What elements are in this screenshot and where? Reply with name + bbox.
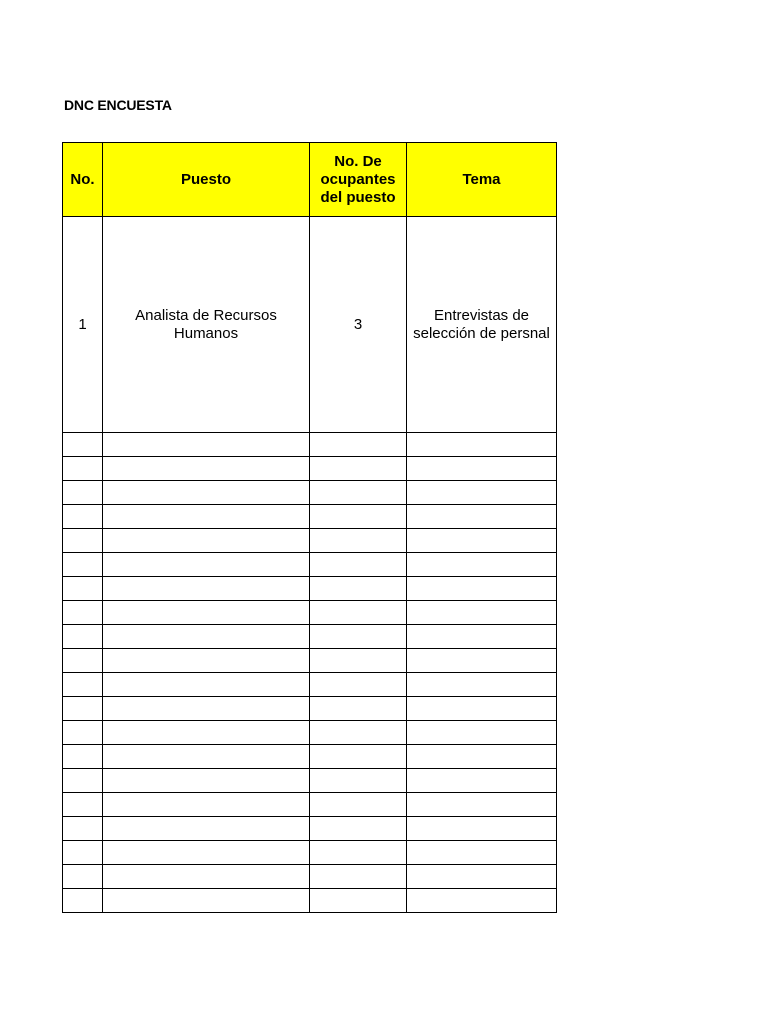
empty-cell[interactable] — [103, 865, 310, 889]
empty-cell[interactable] — [103, 529, 310, 553]
empty-cell[interactable] — [407, 529, 557, 553]
table-header-row — [63, 143, 557, 217]
empty-cell[interactable] — [407, 577, 557, 601]
empty-cell[interactable] — [310, 577, 407, 601]
empty-cell[interactable] — [103, 769, 310, 793]
header-puesto: Puesto — [103, 143, 310, 217]
empty-cell[interactable] — [407, 673, 557, 697]
empty-cell[interactable] — [310, 601, 407, 625]
survey-table — [62, 142, 557, 913]
empty-table-row — [63, 769, 557, 793]
empty-table-row — [63, 841, 557, 865]
empty-table-row — [63, 745, 557, 769]
empty-cell[interactable] — [407, 625, 557, 649]
empty-cell[interactable] — [310, 505, 407, 529]
empty-cell[interactable] — [103, 817, 310, 841]
empty-cell[interactable] — [310, 673, 407, 697]
empty-cell[interactable] — [310, 769, 407, 793]
empty-cell[interactable] — [310, 721, 407, 745]
empty-cell[interactable] — [103, 457, 310, 481]
empty-cell[interactable] — [103, 697, 310, 721]
empty-cell[interactable] — [407, 457, 557, 481]
empty-cell[interactable] — [310, 457, 407, 481]
empty-cell[interactable] — [310, 553, 407, 577]
empty-cell[interactable] — [407, 721, 557, 745]
empty-cell[interactable] — [407, 889, 557, 913]
empty-cell[interactable] — [310, 649, 407, 673]
empty-cell[interactable] — [63, 625, 103, 649]
empty-cell[interactable] — [103, 841, 310, 865]
empty-cell[interactable] — [103, 745, 310, 769]
empty-cell[interactable] — [63, 433, 103, 457]
empty-cell[interactable] — [310, 841, 407, 865]
empty-cell[interactable] — [63, 721, 103, 745]
empty-cell[interactable] — [63, 529, 103, 553]
empty-cell[interactable] — [63, 841, 103, 865]
empty-cell[interactable] — [407, 745, 557, 769]
empty-cell[interactable] — [63, 553, 103, 577]
document-title: DNC ENCUESTA — [64, 97, 172, 113]
empty-cell[interactable] — [63, 649, 103, 673]
empty-table-row — [63, 505, 557, 529]
empty-cell[interactable] — [407, 505, 557, 529]
empty-cell[interactable] — [103, 625, 310, 649]
table-row — [63, 217, 557, 433]
empty-cell[interactable] — [310, 433, 407, 457]
empty-cell[interactable] — [103, 577, 310, 601]
empty-cell[interactable] — [310, 889, 407, 913]
empty-cell[interactable] — [407, 553, 557, 577]
cell-no[interactable]: 1 — [63, 217, 103, 433]
empty-cell[interactable] — [63, 601, 103, 625]
empty-cell[interactable] — [103, 649, 310, 673]
empty-cell[interactable] — [310, 697, 407, 721]
empty-table-row — [63, 697, 557, 721]
empty-cell[interactable] — [310, 793, 407, 817]
empty-cell[interactable] — [63, 889, 103, 913]
header-ocupantes: No. De ocupantes del puesto — [310, 143, 407, 217]
empty-cell[interactable] — [63, 817, 103, 841]
cell-puesto[interactable]: Analista de Recursos Humanos — [103, 217, 310, 433]
empty-cell[interactable] — [103, 721, 310, 745]
empty-table-row — [63, 529, 557, 553]
empty-cell[interactable] — [407, 481, 557, 505]
empty-cell[interactable] — [103, 793, 310, 817]
empty-cell[interactable] — [103, 673, 310, 697]
empty-table-row — [63, 793, 557, 817]
empty-table-row — [63, 433, 557, 457]
empty-cell[interactable] — [103, 889, 310, 913]
empty-table-row — [63, 649, 557, 673]
empty-cell[interactable] — [407, 601, 557, 625]
empty-cell[interactable] — [407, 433, 557, 457]
empty-cell[interactable] — [63, 505, 103, 529]
empty-table-row — [63, 457, 557, 481]
empty-table-row — [63, 553, 557, 577]
empty-cell[interactable] — [407, 769, 557, 793]
empty-cell[interactable] — [103, 481, 310, 505]
empty-cell[interactable] — [63, 697, 103, 721]
empty-table-row — [63, 577, 557, 601]
empty-cell[interactable] — [103, 601, 310, 625]
empty-cell[interactable] — [63, 793, 103, 817]
empty-cell[interactable] — [310, 745, 407, 769]
empty-cell[interactable] — [407, 841, 557, 865]
header-tema: Tema — [407, 143, 557, 217]
empty-cell[interactable] — [103, 505, 310, 529]
empty-table-row — [63, 481, 557, 505]
empty-cell[interactable] — [63, 745, 103, 769]
empty-cell[interactable] — [310, 529, 407, 553]
empty-cell[interactable] — [103, 553, 310, 577]
empty-table-row — [63, 865, 557, 889]
empty-cell[interactable] — [310, 481, 407, 505]
empty-table-row — [63, 817, 557, 841]
cell-tema[interactable]: Entrevistas de selección de persnal — [407, 217, 557, 433]
cell-ocupantes[interactable]: 3 — [310, 217, 407, 433]
empty-table-row — [63, 889, 557, 913]
empty-table-row — [63, 625, 557, 649]
header-no: No. — [63, 143, 103, 217]
empty-table-row — [63, 601, 557, 625]
empty-table-row — [63, 721, 557, 745]
empty-cell[interactable] — [407, 817, 557, 841]
empty-cell[interactable] — [407, 649, 557, 673]
empty-cell[interactable] — [407, 865, 557, 889]
empty-cell[interactable] — [310, 865, 407, 889]
empty-cell[interactable] — [310, 817, 407, 841]
empty-cell[interactable] — [63, 769, 103, 793]
empty-cell[interactable] — [63, 673, 103, 697]
empty-cell[interactable] — [310, 625, 407, 649]
empty-table-row — [63, 673, 557, 697]
empty-cell[interactable] — [63, 577, 103, 601]
empty-cell[interactable] — [407, 697, 557, 721]
empty-cell[interactable] — [63, 865, 103, 889]
empty-cell[interactable] — [407, 793, 557, 817]
empty-cell[interactable] — [103, 433, 310, 457]
empty-cell[interactable] — [63, 457, 103, 481]
empty-cell[interactable] — [63, 481, 103, 505]
